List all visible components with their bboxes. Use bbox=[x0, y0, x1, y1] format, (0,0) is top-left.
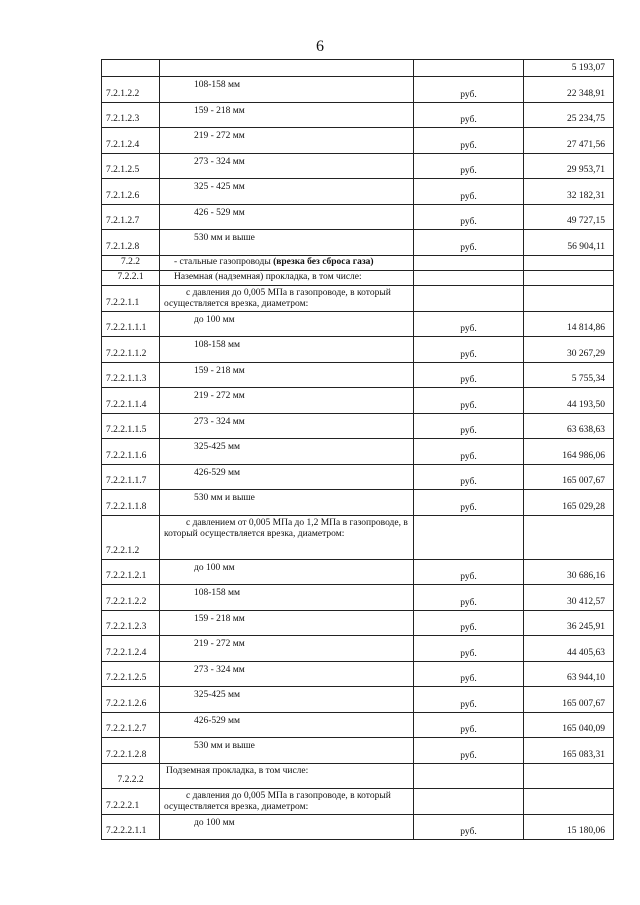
row-code: 7.2.2.1.1.3 bbox=[102, 362, 160, 388]
row-code: 7.2.2.1.1.2 bbox=[102, 337, 160, 363]
row-code: 7.2.2.1.1.1 bbox=[102, 311, 160, 337]
table-row bbox=[102, 464, 614, 490]
row-description: 426 - 529 мм bbox=[160, 204, 414, 230]
row-unit bbox=[414, 255, 524, 270]
row-value: 36 245,91 bbox=[524, 610, 614, 636]
row-code: 7.2.2.1.2.7 bbox=[102, 712, 160, 738]
row-unit: руб. bbox=[414, 153, 524, 179]
row-description: до 100 мм bbox=[160, 559, 414, 585]
row-description: до 100 мм bbox=[160, 814, 414, 840]
row-value bbox=[524, 255, 614, 270]
table-row bbox=[102, 285, 614, 311]
row-unit: руб. bbox=[414, 128, 524, 154]
row-unit bbox=[414, 763, 524, 788]
row-description: 219 - 272 мм bbox=[160, 128, 414, 154]
table-row bbox=[102, 738, 614, 764]
row-description: 325-425 мм bbox=[160, 439, 414, 465]
row-description: с давлением от 0,005 МПа до 1,2 МПа в газопроводе, в который осуществляется врезка, диаметром: bbox=[160, 515, 414, 559]
row-code: 7.2.2.1.1.8 bbox=[102, 490, 160, 516]
row-value: 63 638,63 bbox=[524, 413, 614, 439]
row-unit bbox=[414, 515, 524, 559]
table-row bbox=[102, 610, 614, 636]
row-code: 7.2.2.1 bbox=[102, 270, 160, 285]
row-description: 273 - 324 мм bbox=[160, 153, 414, 179]
row-value: 22 348,91 bbox=[524, 77, 614, 103]
row-value: 164 986,06 bbox=[524, 439, 614, 465]
table-row bbox=[102, 585, 614, 611]
table-row bbox=[102, 413, 614, 439]
row-unit: руб. bbox=[414, 102, 524, 128]
row-value bbox=[524, 515, 614, 559]
row-value: 30 686,16 bbox=[524, 559, 614, 585]
row-code: 7.2.2.1.1.7 bbox=[102, 464, 160, 490]
row-code bbox=[102, 60, 160, 77]
row-code: 7.2.1.2.3 bbox=[102, 102, 160, 128]
row-value: 165 083,31 bbox=[524, 738, 614, 764]
row-description: 108-158 мм bbox=[160, 77, 414, 103]
row-code: 7.2.2.1.2.8 bbox=[102, 738, 160, 764]
row-code: 7.2.2.1.2.4 bbox=[102, 636, 160, 662]
row-code: 7.2.2.2.1 bbox=[102, 788, 160, 814]
row-code: 7.2.2.1.2.1 bbox=[102, 559, 160, 585]
row-value: 27 471,56 bbox=[524, 128, 614, 154]
row-unit bbox=[414, 270, 524, 285]
table-row bbox=[102, 687, 614, 713]
row-code: 7.2.2.1.2.3 bbox=[102, 610, 160, 636]
row-unit: руб. bbox=[414, 413, 524, 439]
row-code: 7.2.2.1.1.5 bbox=[102, 413, 160, 439]
row-unit: руб. bbox=[414, 439, 524, 465]
row-unit: руб. bbox=[414, 464, 524, 490]
table-row bbox=[102, 128, 614, 154]
row-code: 7.2.2.1.1.6 bbox=[102, 439, 160, 465]
row-description: 108-158 мм bbox=[160, 585, 414, 611]
row-unit: руб. bbox=[414, 687, 524, 713]
row-value bbox=[524, 285, 614, 311]
table-row bbox=[102, 439, 614, 465]
row-description: 325-425 мм bbox=[160, 687, 414, 713]
row-description: 530 мм и выше bbox=[160, 738, 414, 764]
table-row bbox=[102, 153, 614, 179]
row-unit: руб. bbox=[414, 636, 524, 662]
table-row bbox=[102, 60, 614, 77]
row-code: 7.2.2.1.1.4 bbox=[102, 388, 160, 414]
row-value: 165 029,28 bbox=[524, 490, 614, 516]
row-description: 530 мм и выше bbox=[160, 490, 414, 516]
row-description: 273 - 324 мм bbox=[160, 413, 414, 439]
row-unit: руб. bbox=[414, 712, 524, 738]
table-row bbox=[102, 102, 614, 128]
row-description: 219 - 272 мм bbox=[160, 388, 414, 414]
row-value: 5 193,07 bbox=[524, 60, 614, 77]
row-description: 325 - 425 мм bbox=[160, 179, 414, 205]
row-description: с давления до 0,005 МПа в газопроводе, в который осуществляется врезка, диаметром: bbox=[160, 788, 414, 814]
table-row bbox=[102, 814, 614, 840]
row-value bbox=[524, 763, 614, 788]
row-unit: руб. bbox=[414, 585, 524, 611]
row-value: 14 814,86 bbox=[524, 311, 614, 337]
row-unit bbox=[414, 60, 524, 77]
row-unit bbox=[414, 285, 524, 311]
row-description: 530 мм и выше bbox=[160, 230, 414, 256]
section-title-bold: (врезка без сброса газа) bbox=[273, 256, 374, 267]
row-code: 7.2.1.2.2 bbox=[102, 77, 160, 103]
table-row bbox=[102, 712, 614, 738]
table-row bbox=[102, 270, 614, 285]
row-value: 63 944,10 bbox=[524, 661, 614, 687]
row-unit: руб. bbox=[414, 738, 524, 764]
table-row bbox=[102, 230, 614, 256]
row-code: 7.2.2.1.2 bbox=[102, 515, 160, 559]
row-value: 49 727,15 bbox=[524, 204, 614, 230]
row-code: 7.2.1.2.5 bbox=[102, 153, 160, 179]
row-description: Подземная прокладка, в том числе: bbox=[160, 763, 414, 788]
page-number: 6 bbox=[316, 38, 324, 55]
table-row bbox=[102, 636, 614, 662]
row-unit: руб. bbox=[414, 311, 524, 337]
row-unit bbox=[414, 788, 524, 814]
table-row bbox=[102, 337, 614, 363]
row-value: 165 040,09 bbox=[524, 712, 614, 738]
table-row bbox=[102, 311, 614, 337]
row-code: 7.2.2.2.1.1 bbox=[102, 814, 160, 840]
row-description: 159 - 218 мм bbox=[160, 362, 414, 388]
row-description: 108-158 мм bbox=[160, 337, 414, 363]
row-value: 165 007,67 bbox=[524, 687, 614, 713]
row-unit: руб. bbox=[414, 179, 524, 205]
row-code: 7.2.1.2.8 bbox=[102, 230, 160, 256]
row-description: 426-529 мм bbox=[160, 712, 414, 738]
table-row bbox=[102, 661, 614, 687]
row-value: 32 182,31 bbox=[524, 179, 614, 205]
row-code: 7.2.1.2.6 bbox=[102, 179, 160, 205]
row-code: 7.2.2 bbox=[102, 255, 160, 270]
table-row bbox=[102, 490, 614, 516]
row-unit: руб. bbox=[414, 490, 524, 516]
row-code: 7.2.1.2.4 bbox=[102, 128, 160, 154]
table-row bbox=[102, 515, 614, 559]
table-row bbox=[102, 559, 614, 585]
row-unit: руб. bbox=[414, 559, 524, 585]
row-unit: руб. bbox=[414, 661, 524, 687]
row-unit: руб. bbox=[414, 388, 524, 414]
row-value bbox=[524, 270, 614, 285]
row-value bbox=[524, 788, 614, 814]
row-unit: руб. bbox=[414, 610, 524, 636]
row-unit: руб. bbox=[414, 77, 524, 103]
table-row bbox=[102, 763, 614, 788]
row-description: 159 - 218 мм bbox=[160, 610, 414, 636]
row-description bbox=[160, 255, 414, 270]
row-description: до 100 мм bbox=[160, 311, 414, 337]
table-row bbox=[102, 388, 614, 414]
table-row bbox=[102, 179, 614, 205]
row-description: Наземная (надземная) прокладка, в том числе: bbox=[160, 270, 414, 285]
row-value: 44 405,63 bbox=[524, 636, 614, 662]
row-value: 165 007,67 bbox=[524, 464, 614, 490]
table-row bbox=[102, 77, 614, 103]
row-description bbox=[160, 60, 414, 77]
row-value: 25 234,75 bbox=[524, 102, 614, 128]
row-description: 159 - 218 мм bbox=[160, 102, 414, 128]
row-value: 30 412,57 bbox=[524, 585, 614, 611]
section-title-prefix: - стальные газопроводы bbox=[174, 256, 274, 267]
row-code: 7.2.1.2.7 bbox=[102, 204, 160, 230]
row-unit: руб. bbox=[414, 204, 524, 230]
row-description: 219 - 272 мм bbox=[160, 636, 414, 662]
row-code: 7.2.2.1.1 bbox=[102, 285, 160, 311]
row-value: 30 267,29 bbox=[524, 337, 614, 363]
row-unit: руб. bbox=[414, 337, 524, 363]
row-code: 7.2.2.1.2.6 bbox=[102, 687, 160, 713]
row-unit: руб. bbox=[414, 362, 524, 388]
row-code: 7.2.2.1.2.2 bbox=[102, 585, 160, 611]
row-code: 7.2.2.2 bbox=[102, 763, 160, 788]
row-value: 29 953,71 bbox=[524, 153, 614, 179]
row-description: 426-529 мм bbox=[160, 464, 414, 490]
row-value: 44 193,50 bbox=[524, 388, 614, 414]
row-code: 7.2.2.1.2.5 bbox=[102, 661, 160, 687]
table-row bbox=[102, 204, 614, 230]
row-description: с давления до 0,005 МПа в газопроводе, в который осуществляется врезка, диаметром: bbox=[160, 285, 414, 311]
row-description: 273 - 324 мм bbox=[160, 661, 414, 687]
table-row bbox=[102, 788, 614, 814]
row-value: 5 755,34 bbox=[524, 362, 614, 388]
row-value: 15 180,06 bbox=[524, 814, 614, 840]
tariff-table bbox=[101, 59, 614, 840]
table-row bbox=[102, 362, 614, 388]
row-value: 56 904,11 bbox=[524, 230, 614, 256]
row-unit: руб. bbox=[414, 230, 524, 256]
row-unit: руб. bbox=[414, 814, 524, 840]
table-row bbox=[102, 255, 614, 270]
